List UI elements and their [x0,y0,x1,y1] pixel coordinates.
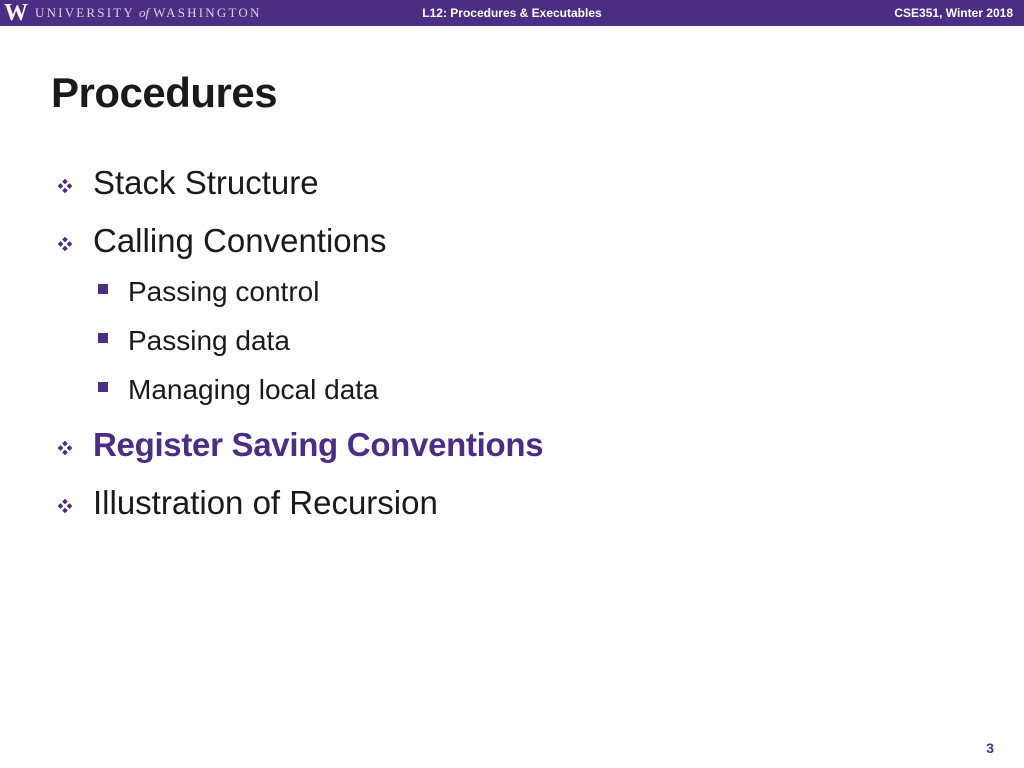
sub-bullet-managing-local-data: Managing local data [128,374,379,405]
lecture-title: L12: Procedures & Executables [422,6,602,20]
bullet-register-saving-conventions: Register Saving Conventions [93,426,544,463]
bullet-illustration-of-recursion: Illustration of Recursion [93,484,438,521]
sub-bullet-passing-control: Passing control [128,276,320,307]
page-title: Procedures [51,69,278,116]
wordmark-washington: WASHINGTON [153,5,262,20]
wordmark-university: UNIVERSITY [35,5,135,20]
diamond-bullet-icon [58,179,72,193]
sub-bullet-passing-data: Passing data [128,325,290,356]
square-bullet-icon [98,382,108,392]
wordmark-of: of [139,5,150,20]
diamond-bullet-icon [58,237,72,251]
page-number: 3 [986,740,994,756]
diamond-bullet-icon [58,441,72,455]
course-label: CSE351, Winter 2018 [894,6,1013,20]
bullet-stack-structure: Stack Structure [93,164,319,201]
square-bullet-icon [98,284,108,294]
uw-w-logo-icon: W [4,0,27,26]
square-bullet-icon [98,333,108,343]
diamond-bullet-icon [58,499,72,513]
bullet-calling-conventions: Calling Conventions [93,222,387,259]
